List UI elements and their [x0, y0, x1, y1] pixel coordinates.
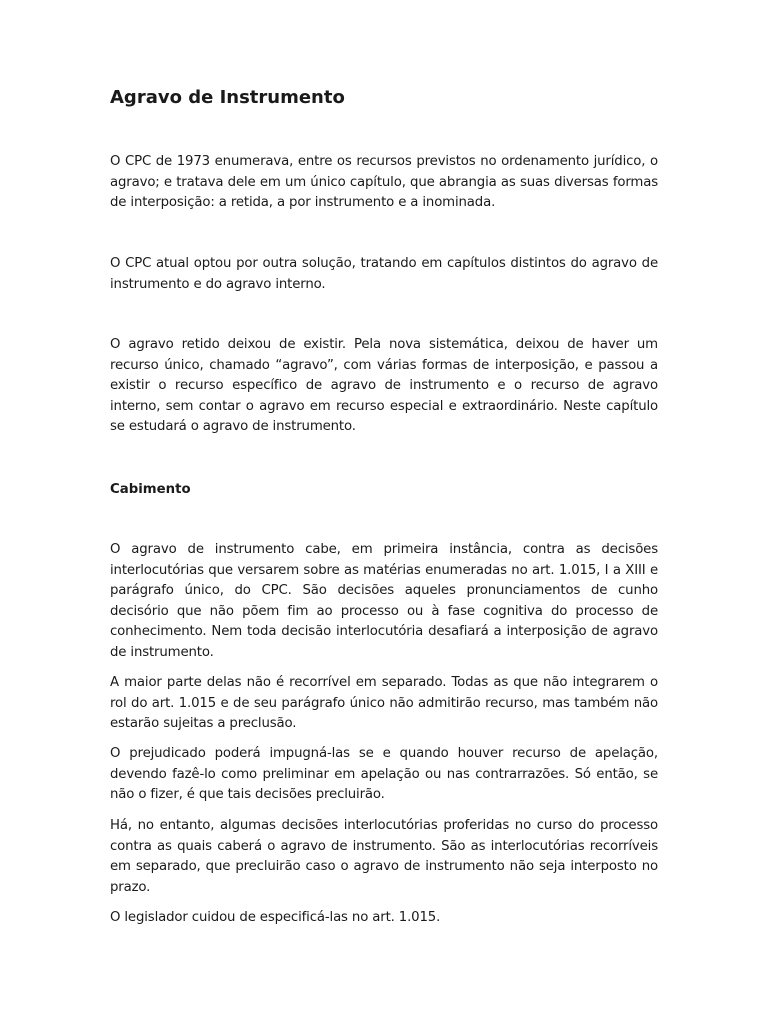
paragraph-1: O CPC de 1973 enumerava, entre os recursos previstos no ordenamento jurídico, o agravo; e tratava dele em um único capítulo, que abrangia as suas diversas formas de interposição: a retida, a por instrumento e a inominada. [110, 154, 658, 211]
section-paragraph-2: A maior parte delas não é recorrível em separado. Todas as que não integrarem o rol do art. 1.015 e de seu parágrafo único não admitirão recurso, mas também não estarão sujeitas a preclusão. [110, 675, 658, 732]
section-paragraph-1: O agravo de instrumento cabe, em primeira instância, contra as decisões interlocutórias que versarem sobre as matérias enumeradas no art. 1.015, I a XIII e parágrafo único, do CPC. São decisões aqueles pronunciamentos de cunho decisório que não põem fim ao processo ou à fase cognitiva do processo de conhecimento. Nem toda decisão interlocutória desafiará a interposição de agravo de instrumento. [110, 542, 658, 660]
document-title: Agravo de Instrumento [110, 87, 345, 108]
section-paragraph-3: O prejudicado poderá impugná-las se e quando houver recurso de apelação, devendo fazê-lo como preliminar em apelação ou nas contrarrazões. Só então, se não o fizer, é que tais decisões precluirão. [110, 746, 658, 803]
section-paragraph-5: O legislador cuidou de especificá-las no art. 1.015. [110, 910, 441, 925]
paragraph-3: O agravo retido deixou de existir. Pela nova sistemática, deixou de haver um recurso único, chamado “agravo”, com várias formas de interposição, e passou a existir o recurso específico de agravo de instrumento e o recurso de agravo interno, sem contar o agravo em recurso especial e extraordinário. Neste capítulo se estudará o agravo de instrumento. [110, 337, 658, 435]
paragraph-2: O CPC atual optou por outra solução, tratando em capítulos distintos do agravo de instrumento e do agravo interno. [110, 256, 658, 292]
section-paragraph-4: Há, no entanto, algumas decisões interlocutórias proferidas no curso do processo contra as quais caberá o agravo de instrumento. São as interlocutórias recorríveis em separado, que precluirão caso o agravo de instrumento não seja interposto no prazo. [110, 818, 658, 895]
section-heading: Cabimento [110, 482, 191, 497]
